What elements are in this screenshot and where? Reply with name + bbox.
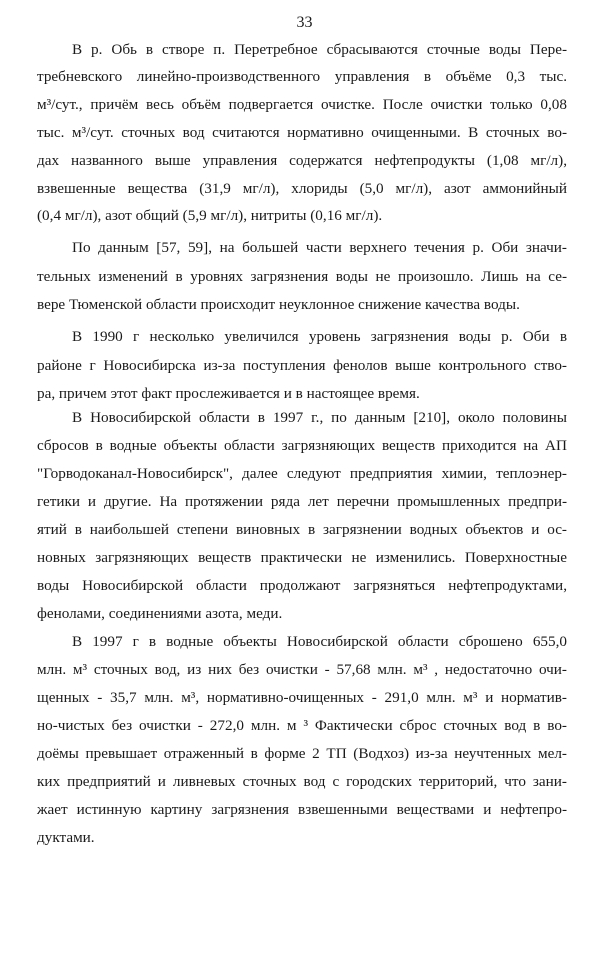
- text-line: гетики и другие. На протяжении ряда лет перечни промышленных предпри-: [37, 493, 567, 510]
- text-line: воды Новосибирской области продолжают загрязняться нефтепродуктами,: [37, 577, 567, 594]
- text-line: районе г Новосибирска из-за поступления фенолов выше контрольного ство-: [37, 357, 567, 374]
- text-line: В Новосибирской области в 1997 г., по данным [210], около половины: [72, 409, 567, 426]
- text-line: доёмы превышает отраженный в форме 2 ТП (Водхоз) из-за неучтенных мел-: [37, 745, 567, 762]
- text-line: В р. Обь в створе п. Перетребное сбрасываются сточные воды Пере-: [72, 41, 567, 58]
- page-number: 33: [296, 14, 313, 31]
- text-line: В 1990 г несколько увеличился уровень загрязнения воды р. Оби в: [72, 328, 567, 345]
- text-line: вере Тюменской области происходит неуклонное снижение качества воды.: [37, 296, 520, 313]
- text-line: "Горводоканал-Новосибирск", далее следуют предприятия химии, теплоэнер-: [37, 465, 567, 482]
- text-line: сбросов в водные объекты области загрязняющих веществ приходится на АП: [37, 437, 567, 454]
- text-line: ра, причем этот факт прослеживается и в настоящее время.: [37, 385, 420, 402]
- text-line: дуктами.: [37, 829, 95, 846]
- text-line: но-чистых без очистки - 272,0 млн. м ³ Фактически сброс сточных вод в во-: [37, 717, 567, 734]
- text-line: новных загрязняющих веществ практически не изменились. Поверхностные: [37, 549, 567, 566]
- text-line: ятий в наибольшей степени виновных в загрязнении водных объектов и ос-: [37, 521, 567, 538]
- text-line: млн. м³ сточных вод, из них без очистки - 57,68 млн. м³ , недостаточно очи-: [37, 661, 567, 678]
- text-line: тыс. м³/сут. сточных вод считаются нормативно очищенными. В сточных во-: [37, 124, 567, 141]
- text-line: жает истинную картину загрязнения взвешенными веществами и нефтепро-: [37, 801, 567, 818]
- text-line: фенолами, соединениями азота, меди.: [37, 605, 283, 622]
- text-line: дах названного выше управления содержатся нефтепродукты (1,08 мг/л),: [37, 152, 567, 169]
- text-line: щенных - 35,7 млн. м³, нормативно-очищенных - 291,0 млн. м³ и норматив-: [37, 689, 567, 706]
- text-line: (0,4 мг/л), азот общий (5,9 мг/л), нитриты (0,16 мг/л).: [37, 207, 383, 224]
- text-line: тельных изменений в уровнях загрязнения воды не произошло. Лишь на се-: [37, 268, 567, 285]
- text-line: ких предприятий и ливневых сточных вод с городских территорий, что зани-: [37, 773, 567, 790]
- text-line: По данным [57, 59], на большей части верхнего течения р. Оби значи-: [72, 239, 567, 256]
- text-line: взвешенные вещества (31,9 мг/л), хлориды (5,0 мг/л), азот аммонийный: [37, 180, 567, 197]
- text-line: В 1997 г в водные объекты Новосибирской области сброшено 655,0: [72, 633, 567, 650]
- text-line: требневского линейно-производственного управления в объёме 0,3 тыс.: [37, 68, 567, 85]
- text-line: м³/сут., причём весь объём подвергается очистке. После очистки только 0,08: [37, 96, 567, 113]
